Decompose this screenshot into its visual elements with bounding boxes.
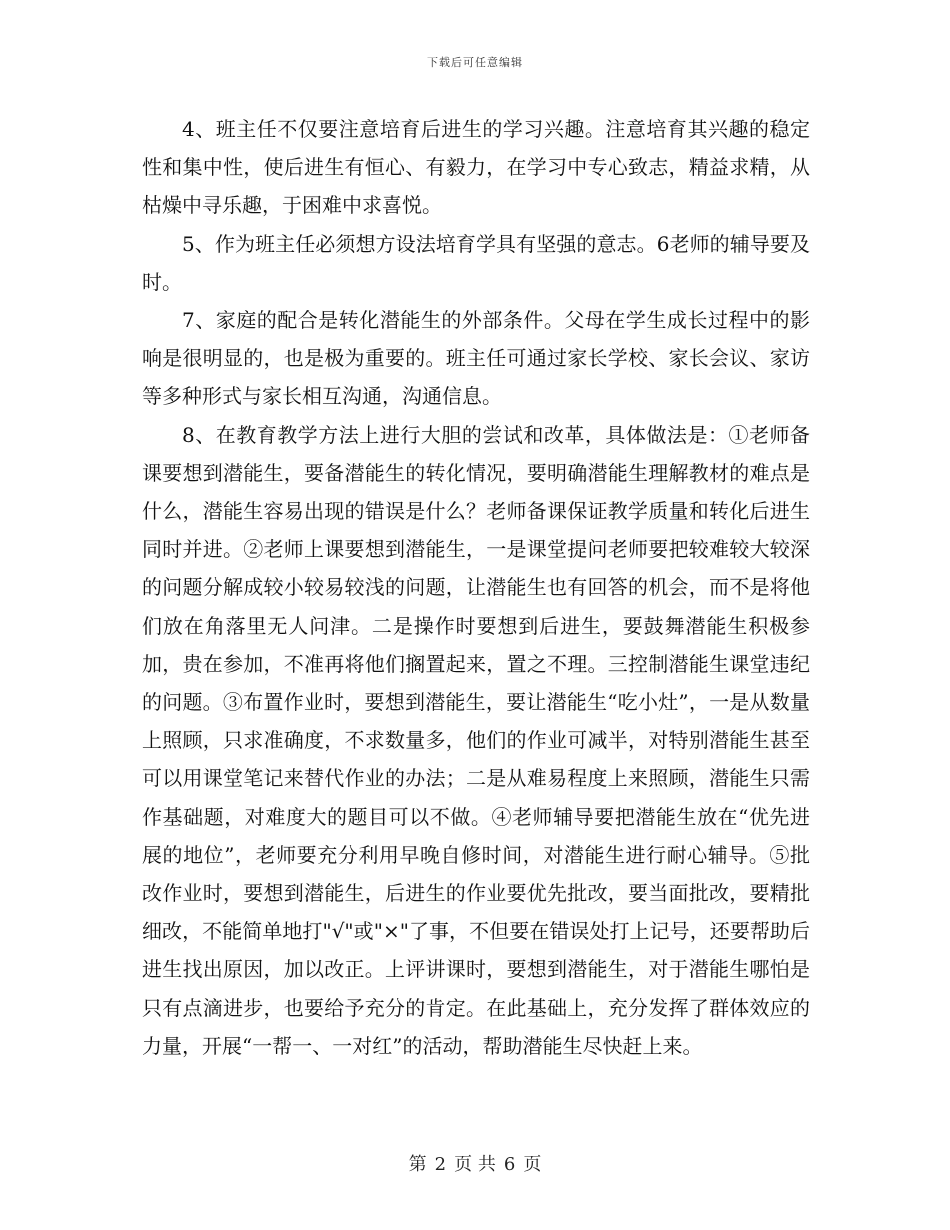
paragraph-8: 8、在教育教学方法上进行大胆的尝试和改革，具体做法是：①老师备课要想到潜能生，要备潜能生的转化情况，要明确潜能生理解教材的难点是什么，潜能生容易出现的错误是什么？老师备课保证教学质量和转化后进生同时并进。②老师上课要想到潜能生，一是课堂提问老师要把较难较大较深的问题分解成较小较易较浅的问题，让潜能生也有回答的机会，而不是将他们放在角落里无人问津。二是操作时要想到后进生，要鼓舞潜能生积极参加，贵在参加，不准再将他们搁置起来，置之不理。三控制潜能生课堂违纪的问题。③布置作业时，要想到潜能生，要让潜能生“吃小灶”，一是从数量上照顾，只求准确度，不求数量多，他们的作业可减半，对特别潜能生甚至可以用课堂笔记来替代作业的办法；二是从难易程度上来照顾，潜能生只需作基础题，对难度大的题目可以不做。④老师辅导要把潜能生放在“优先进展的地位”，老师要充分利用早晚自修时间，对潜能生进行耐心辅导。⑤批改作业时，要想到潜能生，后进生的作业要优先批改，要当面批改，要精批细改，不能简单地打"√"或"×"了事，不但要在错误处打上记号，还要帮助后进生找出原因，加以改正。上评讲课时，要想到潜能生，对于潜能生哪怕是只有点滴进步，也要给予充分的肯定。在此基础上，充分发挥了群体效应的力量，开展“一帮一、一对红”的活动，帮助潜能生尽快赶上来。 (142, 422, 810, 1058)
paragraph-7: 7、家庭的配合是转化潜能生的外部条件。父母在学生成长过程中的影响是很明显的，也是极为重要的。班主任可通过家长学校、家长会议、家访等多种形式与家长相互沟通，沟通信息。 (142, 308, 810, 409)
footer-prefix: 第 (408, 1154, 427, 1175)
current-page-number: 2 (434, 1154, 447, 1175)
paragraph-4: 4、班主任不仅要注意培育后进生的学习兴趣。注意培育其兴趣的稳定性和集中性，使后进生有恒心、有毅力，在学习中专心致志，精益求精，从枯燥中寻乐趣，于困难中求喜悦。 (142, 117, 810, 218)
document-body (142, 110, 810, 1065)
footer-suffix: 页 (523, 1154, 542, 1175)
footer-middle: 页 共 (454, 1154, 496, 1175)
paragraph-5: 5、作为班主任必须想方设法培育学具有坚强的意志。6老师的辅导要及时。 (142, 231, 810, 294)
page-footer (0, 1150, 950, 1176)
total-pages-number: 6 (503, 1154, 516, 1175)
page-header: 下载后可任意编辑 (427, 56, 523, 69)
